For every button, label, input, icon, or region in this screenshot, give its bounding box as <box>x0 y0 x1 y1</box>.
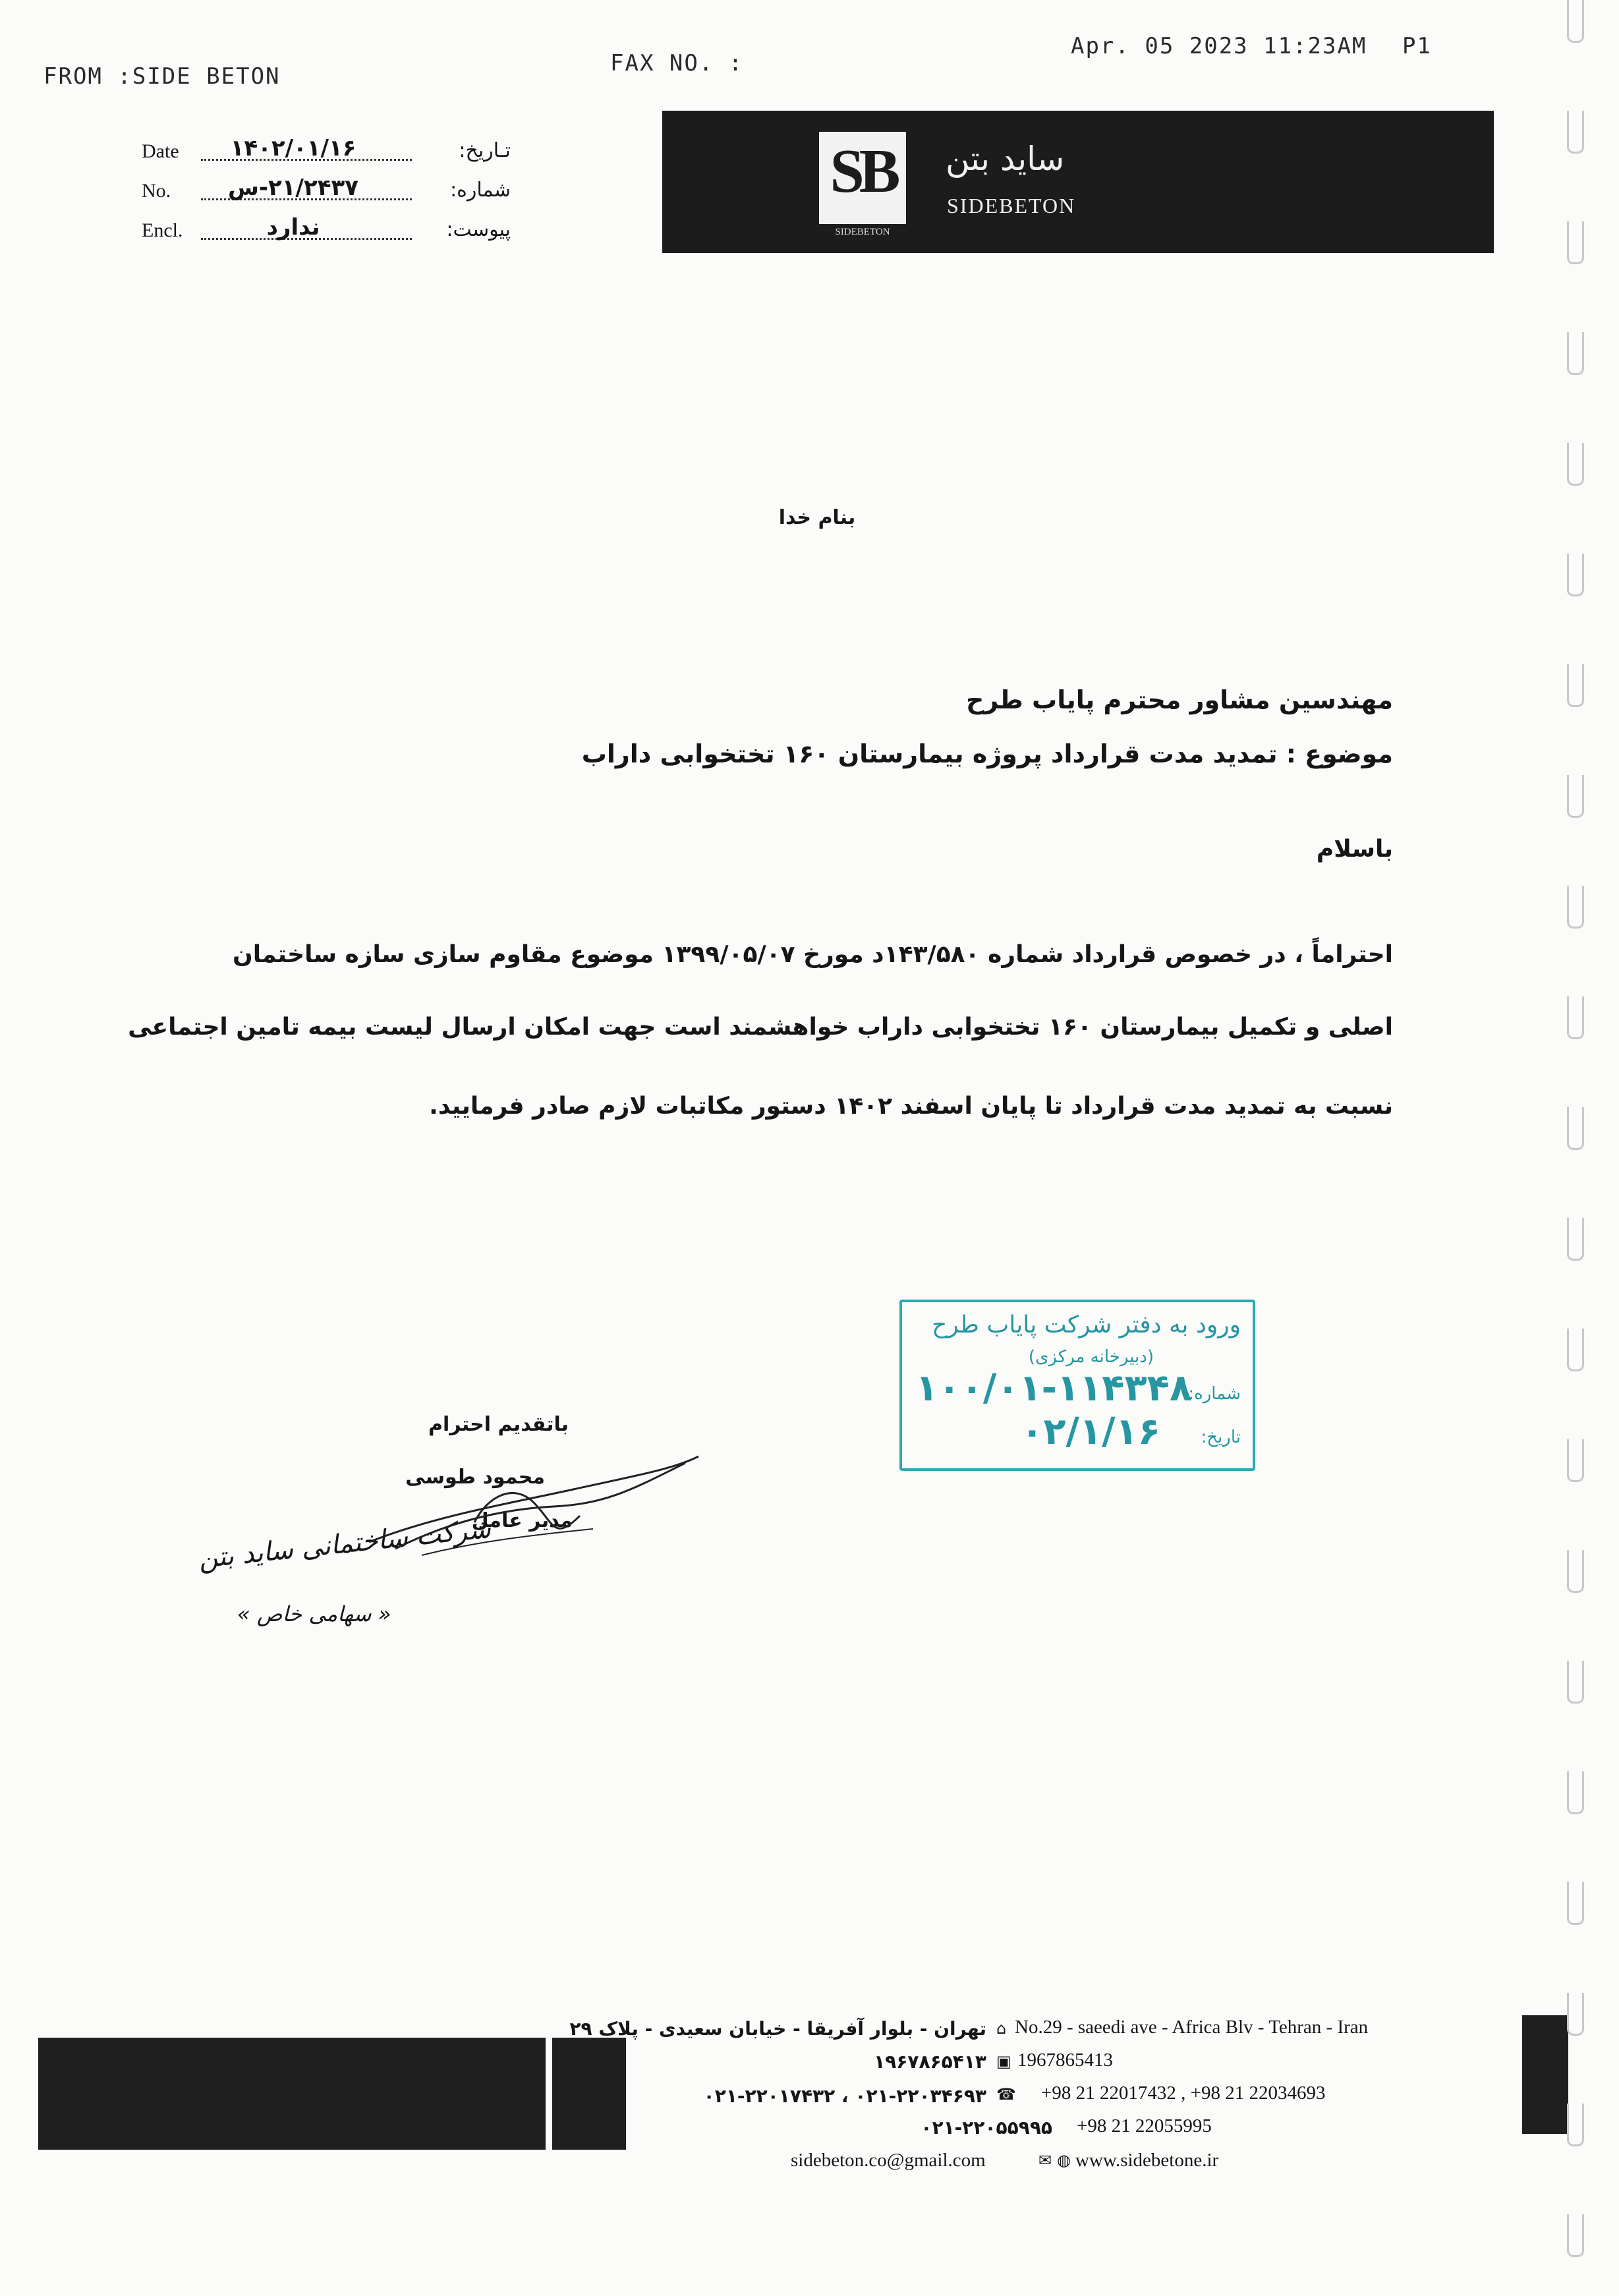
footer-phone-fa: ۰۲۱-۲۲۰۳۴۶۹۳ ، ۰۲۱-۲۲۰۱۷۴۳۲ <box>703 2085 986 2107</box>
binder-hole <box>1567 1107 1584 1150</box>
number-label-fa: شماره: <box>450 179 511 202</box>
binder-hole <box>1567 1439 1584 1482</box>
footer-bar-left <box>38 2038 546 2150</box>
fax-from: FROM :SIDE BETON <box>43 63 281 90</box>
stamp-date-label: تاریخ: <box>1201 1427 1241 1447</box>
company-logo <box>819 132 906 224</box>
binder-hole <box>1567 1329 1584 1371</box>
binder-hole <box>1567 1993 1584 2036</box>
binder-hole <box>1567 1771 1584 1814</box>
logo-letters: SB <box>830 137 895 206</box>
binder-hole <box>1567 443 1584 486</box>
body-line-1: احتراماً ، در خصوص قرارداد شماره ۱۴۳/۵۸۰د مورخ ۱۳۹۹/۰۵/۰۷ موضوع مقاوم سازی سازه ساختمان <box>233 941 1393 968</box>
signer-name: محمود طوسی <box>405 1466 545 1489</box>
brand-name-fa: ساید بتن <box>946 140 1065 178</box>
fax-number-label: FAX NO. : <box>610 50 744 76</box>
number-value: ۲۱/۲۴۳۷-س <box>228 175 358 201</box>
signer-title: مدیر عامل <box>471 1509 573 1532</box>
footer-address-en: No.29 - saeedi ave - Africa Blv - Tehran - Iran <box>1015 2017 1369 2038</box>
brand-name-en: SIDEBETON <box>947 194 1076 217</box>
binder-hole <box>1567 1882 1584 1925</box>
date-label-en: Date <box>142 140 179 162</box>
binder-hole <box>1567 0 1584 43</box>
binder-hole <box>1567 111 1584 154</box>
company-seal-text: شرکت ساختمانی ساید بتن <box>196 1513 493 1575</box>
home-icon: ⌂ <box>996 2019 1007 2038</box>
stamp-number-value: ۱۰۰/۰۱-۱۱۴۳۴۸ <box>915 1367 1192 1410</box>
footer-phone2-en: +98 21 22055995 <box>1077 2115 1212 2137</box>
number-label-en: No. <box>142 180 171 202</box>
binder-hole <box>1567 221 1584 264</box>
footer-website[interactable]: www.sidebetone.ir <box>1075 2150 1219 2171</box>
binder-hole <box>1567 664 1584 707</box>
footer-bar-mid <box>552 2038 626 2150</box>
footer-phone-en: +98 21 22017432 , +98 21 22034693 <box>1041 2082 1326 2104</box>
meta-date-row <box>142 135 511 175</box>
binder-hole <box>1567 775 1584 818</box>
stamp-title: ورود به دفتر شرکت پایاب طرح <box>932 1311 1241 1338</box>
footer-bar-right <box>1522 2015 1568 2134</box>
closing: باتقدیم احترام <box>428 1413 569 1436</box>
bismillah: بنام خدا <box>778 506 856 529</box>
letter-meta <box>142 135 511 254</box>
binder-hole <box>1567 996 1584 1039</box>
stamp-number-label: شماره: <box>1188 1384 1241 1404</box>
company-type-note: « سهامی خاص » <box>237 1601 391 1626</box>
encl-value: ندارد <box>266 214 320 241</box>
binder-hole <box>1567 1550 1584 1593</box>
footer-email[interactable]: sidebeton.co@gmail.com <box>791 2150 986 2171</box>
email-icon: ✉ <box>1038 2151 1052 2169</box>
binder-hole <box>1567 2104 1584 2146</box>
binder-hole <box>1567 1661 1584 1704</box>
fax-timestamp: Apr. 05 2023 11:23AM <box>1071 33 1367 59</box>
footer-address-fa: تهران - بلوار آفریقا - خیابان سعیدی - پلاک ۲۹ <box>569 2018 986 2040</box>
logo-caption: SIDEBETON <box>835 227 890 237</box>
date-value: ۱۴۰۲/۰۱/۱۶ <box>230 135 356 161</box>
binder-hole <box>1567 332 1584 375</box>
binder-hole <box>1567 1218 1584 1261</box>
footer-fax-en: 1967865413 <box>1017 2050 1113 2071</box>
meta-encl-row <box>142 214 511 254</box>
received-stamp <box>899 1300 1255 1471</box>
stamp-subtitle: (دبیرخانه مرکزی) <box>1028 1347 1154 1367</box>
addressee: مهندسین مشاور محترم پایاب طرح <box>965 685 1393 714</box>
greeting: باسلام <box>1316 836 1393 863</box>
date-label-fa: تـاریخ: <box>459 139 511 162</box>
footer-fax-fa: ۱۹۶۷۸۶۵۴۱۳ <box>874 2051 986 2073</box>
meta-number-row <box>142 175 511 214</box>
stamp-date-value: ۰۲/۱/۱۶ <box>1021 1410 1160 1453</box>
handwritten-signature <box>356 1443 712 1575</box>
encl-label-en: Encl. <box>142 219 183 241</box>
letterhead-banner <box>662 111 1494 253</box>
binder-hole <box>1567 554 1584 596</box>
body-line-3: نسبت به تمدید مدت قرارداد تا پایان اسفند ۱۴۰۲ دستور مکاتبات لازم صادر فرمایید. <box>429 1093 1393 1120</box>
footer-phone2-fa: ۰۲۱-۲۲۰۵۵۹۹۵ <box>921 2117 1052 2138</box>
subject: موضوع : تمدید مدت قرارداد پروژه بیمارستان ۱۶۰ تختخوابی داراب <box>581 739 1393 768</box>
body-line-2: اصلی و تکمیل بیمارستان ۱۶۰ تختخوابی داراب خواهشمند است جهت امکان ارسال لیست بیمه تامین اجتماعی <box>128 1014 1393 1041</box>
binder-hole <box>1567 886 1584 929</box>
fax-icon: ▣ <box>996 2052 1011 2071</box>
encl-label-fa: پیوست: <box>446 218 511 241</box>
fax-page: P1 <box>1402 33 1432 59</box>
binder-hole <box>1567 2214 1584 2257</box>
web-icon: ◍ <box>1057 2151 1071 2169</box>
phone-icon: ☎ <box>996 2085 1016 2104</box>
